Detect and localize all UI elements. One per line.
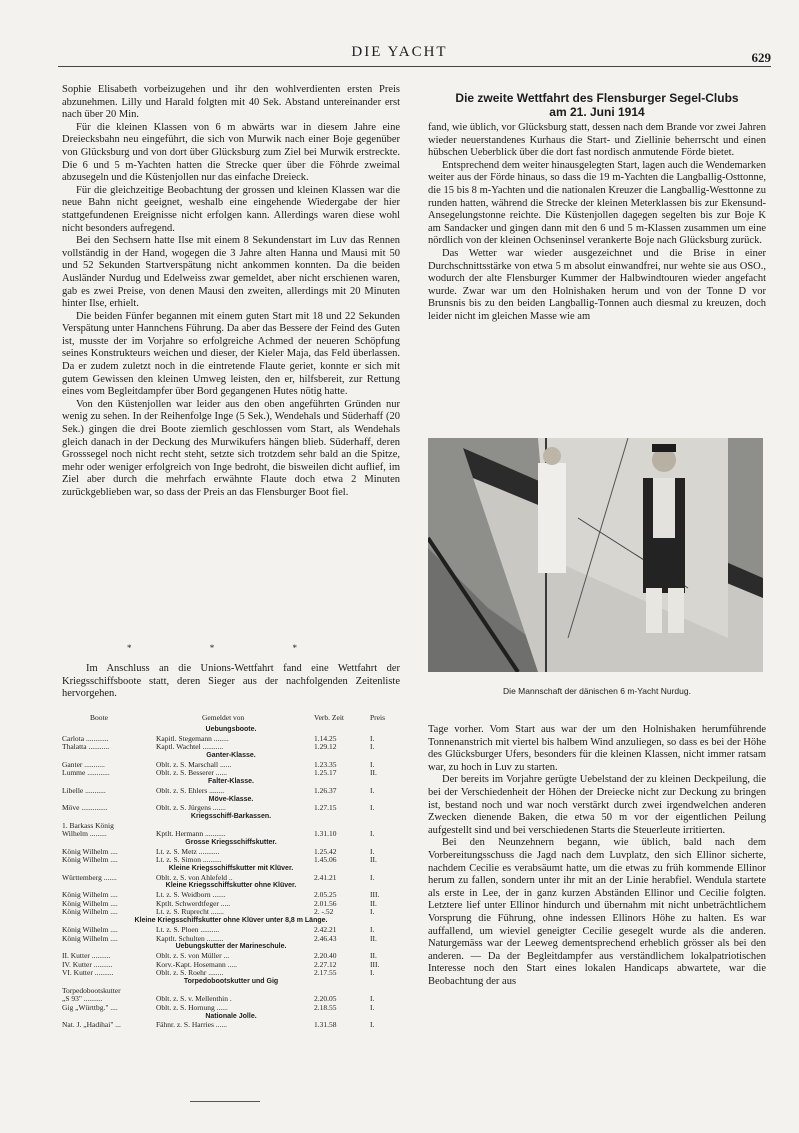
cell-boat: Torpedobootskutter bbox=[62, 985, 121, 995]
cell-time: 2.46.43 bbox=[314, 933, 337, 943]
cell-time: 2.27.12 bbox=[314, 959, 337, 969]
cell-owner: Oblt. z. S. Marschall ...... bbox=[156, 759, 232, 769]
right-column-bottom bbox=[428, 724, 766, 988]
cell-time: 1.25.42 bbox=[314, 846, 337, 856]
cell-time: 2.20.05 bbox=[314, 994, 337, 1004]
cell-time: 2.05.25 bbox=[314, 890, 337, 900]
cell-time: 1.31.10 bbox=[314, 829, 337, 839]
results-row bbox=[62, 829, 400, 838]
paragraph: Entsprechend dem weiter hinausgelegten Start, lagen auch die Wendemarken weiter aus der Förde hinaus, so dass die 19 m-Yachten die Langballig-Osttonne, die 15 bis 8 m-Yachten und die nationalen Kreuzer die Langballig-Westtonne zu runden hatten, während die Strecke der kleinen Meterklassen bis zur Ekensund-Ansegelungstonne reichte. Die Küstenjollen dagegen segelten bis zur Boje K am Sandacker und gingen dann mit den 6 und 5 m-Klassen zusammen um eine nördlich von der kleinen Ochseninsel verankerte Boje nach Glücksburg zurück. bbox=[428, 159, 766, 247]
results-class-heading: Falter-Klasse. bbox=[208, 778, 254, 786]
results-class-heading: Kleine Kriegsschiffskutter ohne Klüver unter 8,8 m Länge. bbox=[134, 917, 328, 925]
cell-boat: Ganter ........... bbox=[62, 759, 105, 769]
results-row bbox=[62, 786, 400, 795]
cell-prize: I. bbox=[370, 968, 375, 978]
cell-boat: 1. Barkass König bbox=[62, 820, 114, 830]
cell-owner: Oblt. z. S. Besserer ...... bbox=[156, 768, 228, 778]
paragraph: Bei den Neunzehnern begann, wie üblich, bald nach dem Vorbereitungsschuss die Jagd nach dem Luvplatz, den sich Ellinor sicherte, nachdem Cecilie es verabsäumt hatte, um die etwas zu früh kommende Ellinor herum zu fallen, sondern unter ihr mit an der Linie herabfiel. Wendula startete als erste in Lee, der in ganz kurzen Abständen Ellinor und Cecilie folgten. Letztere lief unter Ellinor hindurch und übernahm mit nicht unbeträchtlichem Vorsprung die Führung, ohne indessen Ellinors Höhe zu halten. Es war auffallend, um wieviel geneigter Cecilie gesegelt wurde als die anderen. Naturgemäss war der Leeweg dementsprechend erheblich grösser als bei den anderen. — Da der Begleitdampfer aus verständlichem lokalpatriotischen Interesse noch den Start eines lokalen Handicaps abwartete, war die Beobachtung der aus bbox=[428, 837, 766, 987]
article-heading-line1: Die zweite Wettfahrt des Flensburger Segel-Clubs bbox=[455, 91, 739, 105]
header-boats: Boote bbox=[90, 713, 108, 722]
cell-owner: Lt. z. S. Simon .......... bbox=[156, 855, 222, 865]
cell-prize: I. bbox=[370, 1020, 375, 1030]
running-header: DIE YACHT bbox=[351, 44, 448, 60]
end-rule bbox=[190, 1101, 260, 1102]
results-class-heading: Nationale Jolle. bbox=[205, 1012, 257, 1020]
cell-prize: II. bbox=[370, 933, 377, 943]
results-header-row bbox=[62, 713, 400, 725]
cell-owner: Oblt. z. S. Jürgens ....... bbox=[156, 803, 226, 813]
cell-boat: König Wilhelm .... bbox=[62, 855, 118, 865]
paragraph: fand, wie üblich, vor Glücksburg statt, dessen nach dem Brande vor zwei Jahren wieder neuerstandenes Kurhaus die Start- und Ziellinie beherrscht und einen hübschen Ueberblick über die dort fast nordisch anmutende Förde bietet. bbox=[428, 122, 766, 159]
cell-prize: II. bbox=[370, 768, 377, 778]
results-table bbox=[62, 713, 400, 1029]
paragraph: Von den Küstenjollen war leider aus den oben angeführten Gründen nur wenig zu sehen. In der Reihenfolge Inge (5 Sek.), Wendehals und Süderhaff (20 Sek.) gingen die drei Boote ziemlich geschlossen vom Start, als Wendehals gleich danach in der Deckung des Murwikufers hängen blieb. Süderhaff, deren Grosssegel noch nicht recht steht, setzte sich trotzdem sehr bald an die Spitze, mehr oder weniger erfolgreich von Inge bedroht, die bisweilen dicht auflief, im Ziel aber durch die mehrfach erwähnte Flaute doch etwa 2 Minuten zurückgeblieben war, so dass der Preis an das Flensburger Boot fiel. bbox=[62, 398, 400, 498]
cell-prize: I. bbox=[370, 759, 375, 769]
results-class-heading: Kleine Kriegsschiffskutter mit Klüver. bbox=[168, 865, 294, 872]
paragraph: Das Wetter war wieder ausgezeichnet und die Brise in einer Durchschnittsstärke von etwa 5 m absolut einwandfrei, nur wehte sie aus OSO., wodurch der alte Flensburger Kummer der Halbwindtouren wieder angefacht wurde. Zwar war um den Holnishaken herum und von der Tonne D vor Brunsnis bis zu den beiden Langballig-Tonnen auch diesmal zu kreuzen, doch leider nicht im gleichen Masse wie am bbox=[428, 247, 766, 322]
cell-time: 2.20.40 bbox=[314, 950, 337, 960]
results-row bbox=[62, 1020, 400, 1029]
cell-owner: Lt. z. S. Weidborn ....... bbox=[156, 890, 226, 900]
cell-prize: I. bbox=[370, 829, 375, 839]
cell-time: 2.18.55 bbox=[314, 1003, 337, 1012]
results-class-heading: Kleine Kriegsschiffskutter ohne Klüver. bbox=[165, 882, 297, 890]
article-heading-line2: am 21. Juni 1914 bbox=[549, 105, 645, 119]
cell-time: 1.29.12 bbox=[314, 742, 337, 752]
results-class-heading: Ganter-Klasse. bbox=[206, 752, 256, 760]
cell-time: 1.27.15 bbox=[314, 803, 337, 813]
cell-time: 1.14.25 bbox=[314, 733, 337, 743]
results-body bbox=[62, 725, 400, 1029]
cell-owner: Oblt. z. S. Hornung ...... bbox=[156, 1003, 228, 1012]
cell-time: 2.01.56 bbox=[314, 898, 337, 908]
header-owner: Gemeldet von bbox=[202, 713, 245, 722]
paragraph: Die beiden Fünfer begannen mit einem guten Start mit 18 und 22 Sekunden Verspätung unter Hannchens Führung. Da aber das Bessere der Feind des Guten ist, musste der im Vorjahre so erfolgreiche Achmed der neueren Schöpfung seines Konstrukteurs weichen und dieser, der Kieler Maja, das Feld überlassen. Da er zudem zuletzt noch in die eintretende Flaute geriet, konnte er sich mit gutem Gewissen den kleinen Umweg leisten, den er, hilfsbereit, zur Rettung eines vom Begleitdampfer über Bord gegangenen Hutes nötig hatte. bbox=[62, 310, 400, 398]
page-number: 629 bbox=[751, 50, 771, 65]
cell-owner: Lt. z. S. Ruprecht ....... bbox=[156, 907, 224, 917]
cell-prize: III. bbox=[370, 959, 380, 969]
cell-boat: Wilhelm ......... bbox=[62, 829, 107, 839]
cell-boat: König Wilhelm .... bbox=[62, 924, 118, 934]
header-time: Verb. Zeit bbox=[314, 713, 344, 722]
paragraph: Bei den Sechsern hatte Ilse mit einem 8 Sekundenstart im Luv das Rennen vollständig in der Hand, wogegen die 3 Jahre alten Hanna und Mausi mit 50 und 52 Sekunden Startverspätung nicht ankommen konnten. Da die beiden Ausländer Nurdug und Edelweiss zwar gemeldet, aber nicht erschienen waren, gab es zwei Preise, von denen Mausi den zweiten, allerdings mit 20 Minuten hinter Ilse, erhielt. bbox=[62, 235, 400, 310]
cell-owner: Korv.-Kapt. Hosemann ..... bbox=[156, 959, 237, 969]
results-class-heading: Uebungskutter der Marineschule. bbox=[175, 943, 287, 951]
cell-prize: I. bbox=[370, 785, 375, 795]
results-class-heading: Grosse Kriegsschiffskutter. bbox=[185, 838, 277, 846]
results-row bbox=[62, 960, 400, 969]
cell-owner: Kptlt. Schwerdtfeger ..... bbox=[156, 898, 231, 908]
results-row bbox=[62, 1003, 400, 1012]
cell-boat: Gig „Württbg." .... bbox=[62, 1003, 118, 1012]
cell-boat: König Wilhelm .... bbox=[62, 933, 118, 943]
results-row bbox=[62, 768, 400, 777]
results-row bbox=[62, 821, 400, 830]
cell-owner: Kptlt. Hermann ........... bbox=[156, 829, 226, 839]
results-row bbox=[62, 925, 400, 934]
cell-owner: Lt. z. S. Ploen .......... bbox=[156, 924, 220, 934]
cell-prize: I. bbox=[370, 733, 375, 743]
right-column-top bbox=[428, 122, 766, 324]
cell-prize: II. bbox=[370, 950, 377, 960]
cell-boat: IV. Kutter .......... bbox=[62, 959, 113, 969]
results-row bbox=[62, 803, 400, 812]
cell-prize: I. bbox=[370, 924, 375, 934]
section-divider-stars: * * * bbox=[127, 643, 335, 653]
cell-time: 1.23.35 bbox=[314, 759, 337, 769]
results-row bbox=[62, 760, 400, 769]
cell-boat: König Wilhelm .... bbox=[62, 846, 118, 856]
cell-prize: I. bbox=[370, 742, 375, 752]
cell-boat: Lumme ............ bbox=[62, 768, 110, 778]
paragraph: Sophie Elisabeth vorbeizugehen und ihr den wohlverdienten ersten Preis abzunehmen. Lilly und Harald folgten mit 40 Sek. Abstand untereinander erst nach über 20 Min. bbox=[62, 84, 400, 121]
cell-boat: König Wilhelm .... bbox=[62, 907, 118, 917]
cell-owner: Oblt. z. S. von Ahlefeld .. bbox=[156, 872, 233, 882]
cell-owner: Oblt. z. S. Ehlers ........ bbox=[156, 785, 225, 795]
cell-boat: Libelle ........... bbox=[62, 785, 106, 795]
cell-time: 2. -.52 bbox=[314, 907, 334, 917]
cell-boat: Möve .............. bbox=[62, 803, 108, 813]
results-row bbox=[62, 934, 400, 943]
cell-owner: Kaptl. Wachtel ........... bbox=[156, 742, 224, 752]
results-class-heading: Torpedobootskutter und Gig bbox=[183, 977, 279, 985]
cell-boat: Thalatta ........... bbox=[62, 742, 110, 752]
cell-prize: I. bbox=[370, 846, 375, 856]
cell-time: 2.17.55 bbox=[314, 968, 337, 978]
paragraph: Tage vorher. Vom Start aus war der um den Holnishaken herumführende Tonnenanstrich mit viertel bis halbem Wind anzuliegen, so dass es bei der Höhe des Glücksburger Ufers, besonders für die kleinen Klassen, nicht immer ratsam war, zu hoch in Luv zu starten. bbox=[428, 724, 766, 773]
cell-boat: „S 93" .......... bbox=[62, 994, 103, 1004]
cell-prize: II. bbox=[370, 898, 377, 908]
cell-owner: Oblt. z. S. von Müller ... bbox=[156, 950, 230, 960]
cell-time: 1.45.06 bbox=[314, 855, 337, 865]
header-prize: Preis bbox=[370, 713, 385, 722]
cell-prize: I. bbox=[370, 1003, 375, 1012]
results-class-heading: Kriegsschiff-Barkassen. bbox=[190, 812, 272, 820]
paragraph: Für die gleichzeitige Beobachtung der grossen und kleinen Klassen war die neue Bahn nicht geeignet, weshalb eine eingehende Wiedergabe der hier stattgefundenen Ereignisse nicht erfolgen kann. Allerdings waren diese wohl nicht besonders aufregend. bbox=[62, 184, 400, 234]
header-rule bbox=[58, 66, 771, 67]
cell-prize: I. bbox=[370, 803, 375, 813]
crew-photograph bbox=[428, 438, 763, 672]
cell-boat: II. Kutter .......... bbox=[62, 950, 111, 960]
cell-owner: Fähnr. z. S. Harries ...... bbox=[156, 1020, 228, 1030]
results-row bbox=[62, 742, 400, 751]
results-row bbox=[62, 986, 400, 995]
cell-boat: VI. Kutter .......... bbox=[62, 968, 114, 978]
cell-prize: II. bbox=[370, 855, 377, 865]
cell-owner: Kaptlt. Schulten ......... bbox=[156, 933, 224, 943]
cell-owner: Oblt. z. S. v. Mellenthin . bbox=[156, 994, 232, 1004]
results-row bbox=[62, 734, 400, 743]
cell-prize: I. bbox=[370, 907, 375, 917]
results-row bbox=[62, 873, 400, 882]
paragraph: Der bereits im Vorjahre gerügte Uebelstand der zu kleinen Deckpeilung, die bei der Verschiedenheit der Höhen der Dreiecke nicht zur Deckung zu bringen ist, bestand noch und war noch verstärkt durch zwei irgendwelchen anderen Zwecken dienende Baken, die etwa 50 m vor der eigentlichen Peilung aufgestellt sind und bei verschiedenen Starts die Steuerleute irritierten. bbox=[428, 774, 766, 836]
cell-boat: Württemberg ....... bbox=[62, 872, 117, 882]
results-row bbox=[62, 890, 400, 899]
cell-time: 2.42.21 bbox=[314, 924, 337, 934]
cell-time: 1.26.37 bbox=[314, 785, 337, 795]
cell-prize: III. bbox=[370, 890, 380, 900]
cell-time: 1.31.58 bbox=[314, 1020, 337, 1030]
results-row bbox=[62, 994, 400, 1003]
cell-time: 1.25.17 bbox=[314, 768, 337, 778]
cell-boat: Carlota ............ bbox=[62, 733, 109, 743]
cell-owner: Kapitl. Stegemann ........ bbox=[156, 733, 229, 743]
cell-time: 2.41.21 bbox=[314, 872, 337, 882]
results-row bbox=[62, 899, 400, 908]
paragraph: Für die kleinen Klassen von 6 m abwärts war in diesem Jahre eine Dreiecksbahn neu eingeführt, die sich von Murwik nach einer Boje gegenüber von Glücksburg und von dort über Glücksburg zum Ziel bei Murwik erstreckte. Die 6 und 5 m-Yachten hatten die Strecke quer über die Föhrde zweimal abzusegeln und die Küstenjollen nur das einfache Dreieck. bbox=[62, 121, 400, 184]
photo-caption: Die Mannschaft der dänischen 6 m-Yacht Nurdug. bbox=[503, 686, 691, 696]
cell-boat: König Wilhelm .... bbox=[62, 898, 118, 908]
photo-illustration bbox=[428, 438, 763, 672]
results-class-heading: Möve-Klasse. bbox=[208, 795, 254, 803]
cell-owner: Oblt. z. S. Roehr ........ bbox=[156, 968, 224, 978]
results-row bbox=[62, 951, 400, 960]
cell-prize: I. bbox=[370, 872, 375, 882]
results-intro bbox=[62, 663, 400, 701]
results-row bbox=[62, 847, 400, 856]
cell-boat: Nat. J. „Hadihai" ... bbox=[62, 1020, 121, 1030]
paragraph: Im Anschluss an die Unions-Wettfahrt fand eine Wettfahrt der Kriegsschiffsboote statt, deren Sieger aus der nachfolgenden Zeitenliste hervorgehen. bbox=[62, 663, 400, 700]
results-row bbox=[62, 968, 400, 977]
cell-owner: Lt. z. S. Metz ........... bbox=[156, 846, 220, 856]
article-heading bbox=[428, 91, 766, 119]
left-column bbox=[62, 84, 400, 500]
results-class-heading: Uebungsboote. bbox=[205, 726, 257, 733]
cell-boat: König Wilhelm .... bbox=[62, 890, 118, 900]
cell-prize: I. bbox=[370, 994, 375, 1004]
results-row bbox=[62, 907, 400, 916]
results-row bbox=[62, 855, 400, 864]
